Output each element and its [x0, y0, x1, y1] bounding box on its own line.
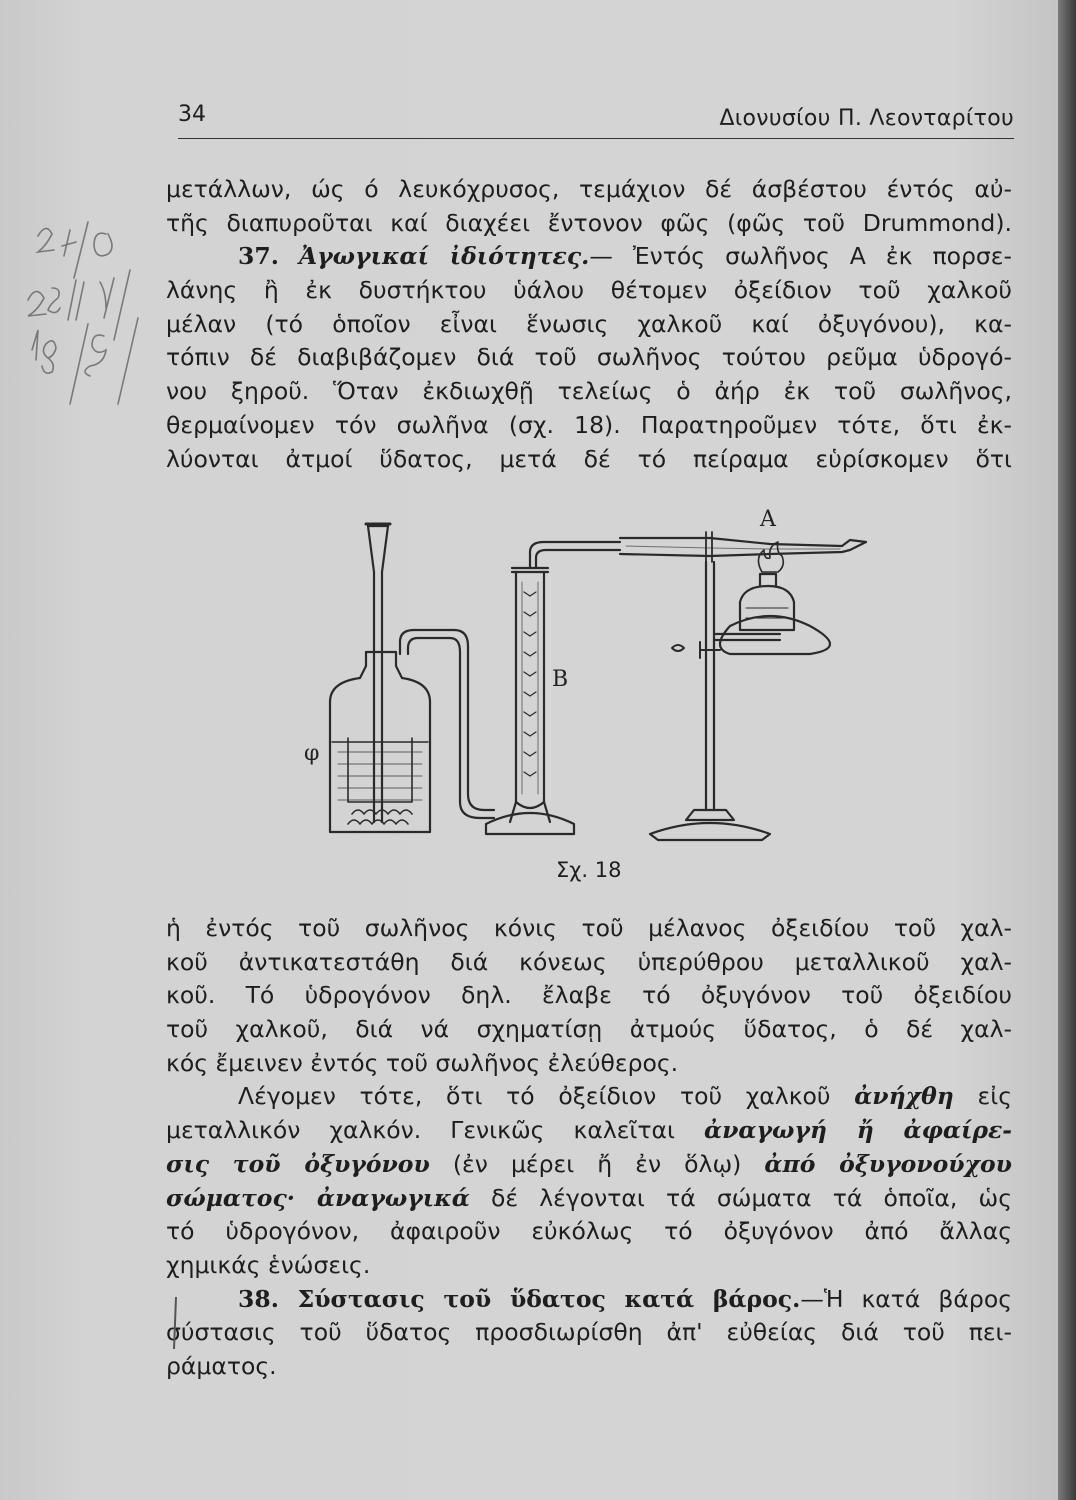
page-edge-shadow [1058, 0, 1076, 1500]
text-line: κός ἔμεινεν ἐντός τοῦ σωλῆνος ἐλεύθερος. [166, 1048, 679, 1077]
text-line [166, 1148, 1012, 1182]
handwritten-margin-annotation [18, 208, 168, 408]
generator-bottle [330, 524, 494, 832]
text-line [166, 1283, 1012, 1317]
figure-label-phi: φ [304, 741, 320, 766]
text-line [166, 1182, 1012, 1216]
section-number: 37. [238, 242, 279, 271]
text-line [166, 1080, 1012, 1114]
figure-18-apparatus [290, 502, 910, 862]
text-line [166, 1114, 1012, 1148]
section-title: Ἀγωγικαί ἰδιότητες. [298, 242, 590, 271]
text-line: τῆς διαπυροῦται καί διαχέει ἔντονον φῶς (φῶς τοῦ Drummond). [166, 208, 1012, 237]
text-run: — Ἐντός σωλῆνος Α ἐκ πορσε- [589, 242, 1012, 271]
text-line: λύονται ἀτμοί ὕδατος, μετά δέ τό πείραμα εὑρίσκομεν ὅτι [166, 444, 1012, 473]
stand-and-porcelain-tube [620, 532, 866, 840]
text-line: τό ὑδρογόνον, ἀφαιροῦν εὐκόλως τό ὀξυγόνον ἀπό ἄλλας [166, 1217, 1012, 1246]
figure-label-b: Β [552, 667, 569, 692]
text-line: ἡ ἐντός τοῦ σωλῆνος κόνις τοῦ μέλανος ὀξειδίου τοῦ χαλ- [166, 914, 1012, 942]
italic-term: σώματος· ἀναγωγικά [166, 1183, 470, 1212]
italic-term: ἀπό ὀξυγονούχου [764, 1149, 1012, 1178]
text-line: τοῦ χαλκοῦ, διά νά σχηματίσῃ ἀτμούς ὕδατος, ὁ δέ χαλ- [166, 1015, 1012, 1044]
text-line: ράματος. [166, 1351, 277, 1380]
running-head: Διονυσίου Π. Λεονταρίτου [719, 106, 1014, 131]
text-line: μετάλλων, ώς ό λευκόχρυσος, τεμάχιον δέ άσβέστου έντός αὐ- [166, 175, 1012, 203]
text-run: (ἐν μέρει ἤ ἐν ὅλῳ) [429, 1149, 765, 1178]
page-number: 34 [178, 102, 206, 127]
page-header [178, 100, 1014, 140]
margin-pencil-mark [146, 1293, 186, 1353]
text-run: δέ λέγονται τά σώματα τά ὁποῖα, ὡς [469, 1183, 1012, 1212]
figure-label-a: Α [760, 507, 776, 532]
text-line: κοῦ. Τό ὑδρογόνον δηλ. ἔλαβε τό ὀξυγόνον τοῦ ὀξειδίου [166, 981, 1012, 1010]
text-line: λάνης ἢ ἐκ δυστήκτου ὑάλου θέτομεν ὀξείδιον τοῦ χαλκοῦ [166, 276, 1012, 305]
text-line: νου ξηροῦ. Ὅταν ἐκδιωχθῇ τελείως ὁ ἀήρ ἐκ τοῦ σωλῆνος, [166, 377, 1012, 406]
italic-term: ἀναγωγή ἤ ἀφαίρε- [704, 1116, 1012, 1145]
text-run: Λέγομεν τότε, ὅτι τό ὀξείδιον τοῦ χαλκοῦ [238, 1082, 855, 1111]
text-line: μέλαν (τό ὁποῖον εἶναι ἕνωσις χαλκοῦ καί ὀξυγόνου), κα- [166, 309, 1012, 338]
text-run: εἰς [953, 1082, 1012, 1111]
figure-caption: Σχ. 18 [556, 858, 622, 882]
italic-term: σις τοῦ ὀξυγόνου [166, 1149, 430, 1178]
section-title: 38. Σύστασις τοῦ ὕδατος κατά βάρος. [238, 1284, 801, 1313]
text-line: χημικάς ἑνώσεις. [166, 1250, 371, 1279]
text-line: θερμαίνομεν τόν σωλῆνα (σχ. 18). Παρατηροῦμεν τότε, ὅτι ἐκ- [166, 410, 1012, 439]
header-rule [178, 138, 1014, 139]
text-run: —Ἡ κατά βάρος [800, 1284, 1012, 1313]
paragraph-section-37 [166, 173, 1012, 476]
text-line [166, 240, 1012, 274]
text-line: σύστασις τοῦ ὕδατος προσδιωρίσθη ἀπ' εὐθείας διά τοῦ πει- [166, 1318, 1012, 1347]
italic-term: ἀνήχθη [854, 1082, 954, 1111]
text-line: τόπιν δέ διαβιβάζομεν διά τοῦ σωλῆνος τούτου ρεῦμα ὑδρογό- [166, 343, 1012, 372]
paragraph-continuation [166, 912, 1012, 1384]
text-run: μεταλλικόν χαλκόν. Γενικῶς καλεῖται [166, 1116, 704, 1145]
text-line: κοῦ ἀντικατεστάθη διά κόνεως ὑπερύθρου μεταλλικοῦ χαλ- [166, 947, 1012, 976]
